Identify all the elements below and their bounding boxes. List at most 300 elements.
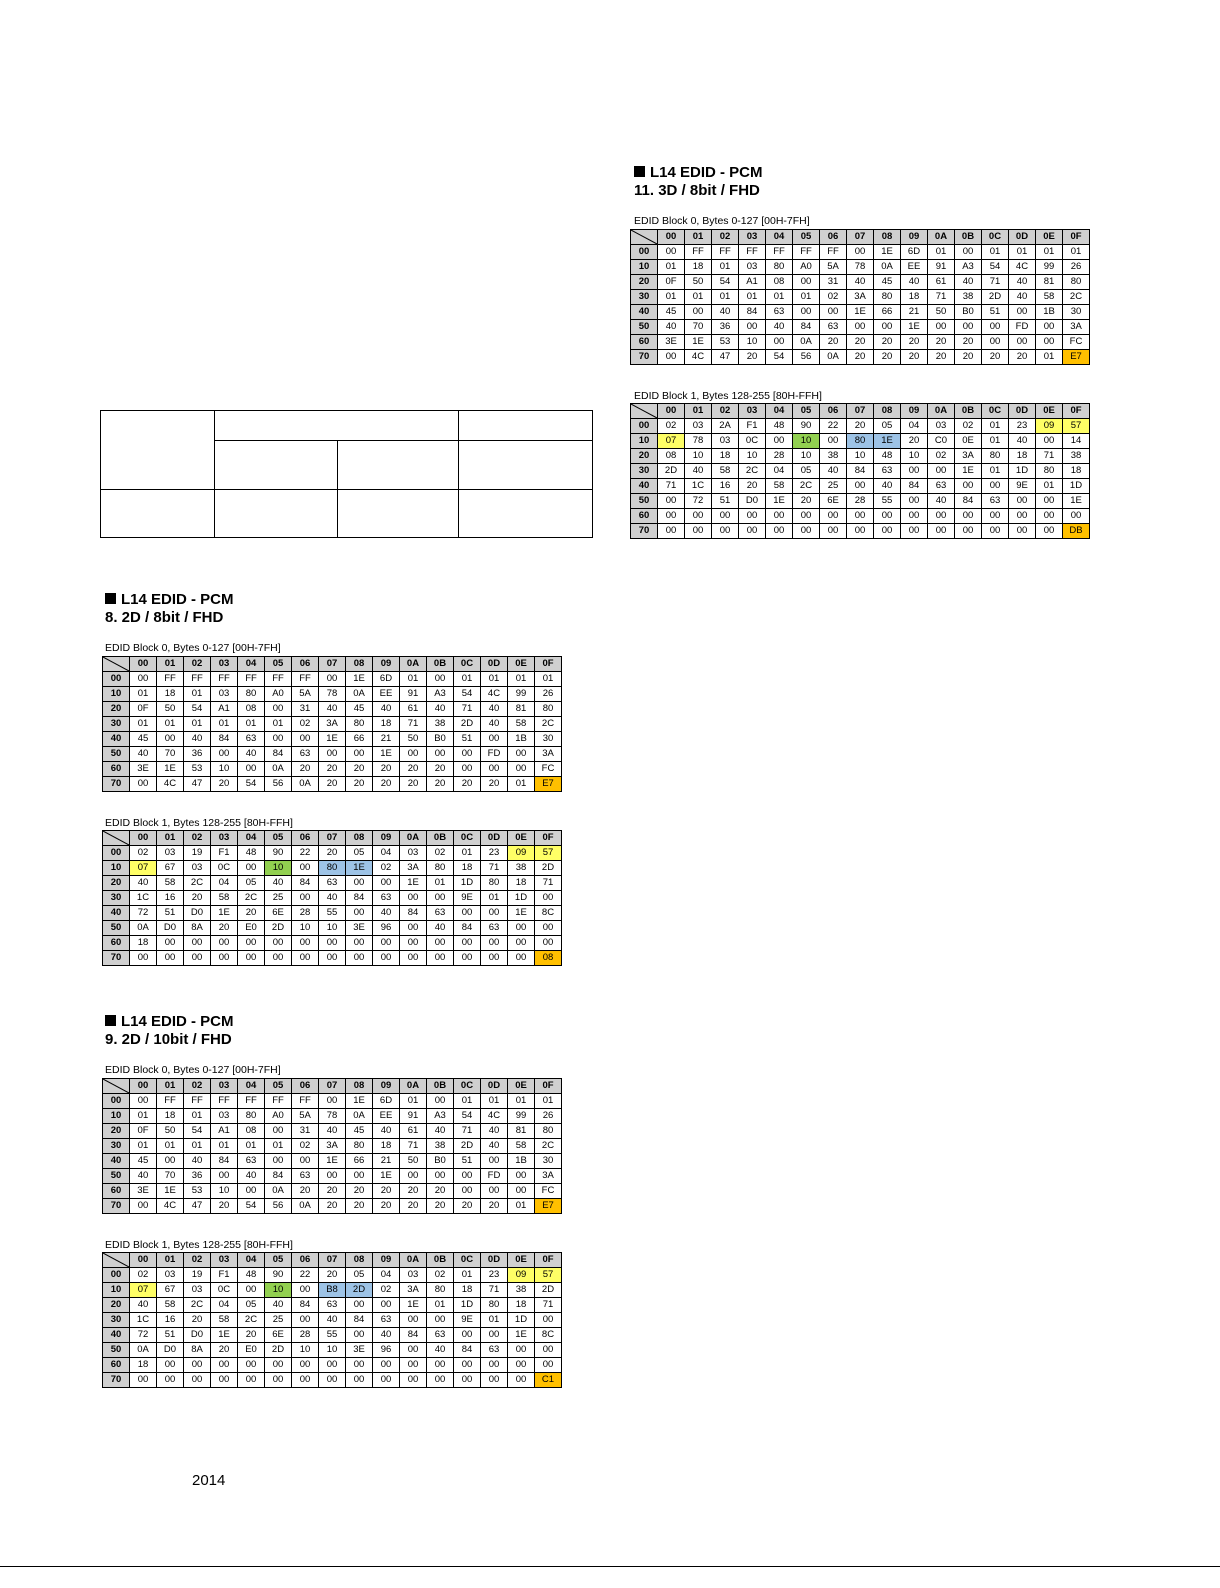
byte-cell: 00: [658, 494, 685, 509]
byte-cell: 80: [1036, 464, 1063, 479]
byte-cell: 0A: [130, 1343, 157, 1358]
byte-cell: 40: [373, 1124, 400, 1139]
byte-cell: 80: [481, 876, 508, 891]
byte-cell: 00: [400, 1358, 427, 1373]
table-row: [103, 906, 562, 921]
byte-cell: 2D: [454, 1139, 481, 1154]
byte-cell: 18: [508, 1298, 535, 1313]
byte-cell: 40: [319, 1124, 346, 1139]
byte-cell: A1: [739, 275, 766, 290]
byte-cell: 00: [427, 951, 454, 966]
byte-cell: 1E: [346, 861, 373, 876]
byte-cell: 70: [157, 1169, 184, 1184]
table-header-row: [631, 230, 1090, 245]
byte-cell: 01: [1036, 479, 1063, 494]
byte-cell: 00: [292, 951, 319, 966]
row-header: 20: [103, 1124, 130, 1139]
column-header: 0D: [481, 1079, 508, 1094]
byte-cell: 00: [319, 1169, 346, 1184]
byte-cell: 4C: [1009, 260, 1036, 275]
byte-cell: 80: [874, 290, 901, 305]
byte-cell: 01: [427, 876, 454, 891]
table-row: [103, 1373, 562, 1388]
byte-cell: 40: [238, 1169, 265, 1184]
byte-cell: 08: [658, 449, 685, 464]
byte-cell: 1E: [874, 245, 901, 260]
byte-cell: 00: [481, 1154, 508, 1169]
byte-cell: E7: [1063, 350, 1090, 365]
byte-cell: A3: [427, 1109, 454, 1124]
byte-cell: 0A: [265, 1184, 292, 1199]
byte-cell: 54: [184, 702, 211, 717]
byte-cell: 20: [874, 335, 901, 350]
edid-table: [102, 1252, 562, 1388]
byte-cell: 02: [130, 1268, 157, 1283]
row-header: 20: [631, 275, 658, 290]
row-header: 40: [103, 1154, 130, 1169]
byte-cell: 00: [508, 1358, 535, 1373]
byte-cell: 00: [454, 1169, 481, 1184]
column-header: 07: [319, 1253, 346, 1268]
column-header: 0D: [1009, 404, 1036, 419]
byte-cell: 48: [238, 1268, 265, 1283]
byte-cell: 3A: [955, 449, 982, 464]
byte-cell: 10: [685, 449, 712, 464]
byte-cell: 1E: [1063, 494, 1090, 509]
byte-cell: 07: [130, 1283, 157, 1298]
byte-cell: 00: [901, 464, 928, 479]
byte-cell: 01: [454, 1094, 481, 1109]
byte-cell: 80: [427, 861, 454, 876]
column-header: 01: [157, 1079, 184, 1094]
byte-cell: 00: [508, 1343, 535, 1358]
table-row: [631, 290, 1090, 305]
byte-cell: 00: [793, 275, 820, 290]
row-header: 30: [631, 464, 658, 479]
byte-cell: 23: [1009, 419, 1036, 434]
byte-cell: 20: [211, 1343, 238, 1358]
byte-cell: 72: [130, 1328, 157, 1343]
byte-cell: 2C: [184, 876, 211, 891]
byte-cell: 84: [211, 732, 238, 747]
byte-cell: 8A: [184, 1343, 211, 1358]
byte-cell: 07: [130, 861, 157, 876]
byte-cell: 00: [1009, 305, 1036, 320]
byte-cell: 1E: [373, 747, 400, 762]
row-header: 60: [103, 1358, 130, 1373]
byte-cell: 00: [481, 906, 508, 921]
row-header: 50: [103, 747, 130, 762]
byte-cell: FF: [265, 1094, 292, 1109]
byte-cell: D0: [184, 906, 211, 921]
byte-cell: 01: [1036, 245, 1063, 260]
byte-cell: FF: [739, 245, 766, 260]
byte-cell: 40: [184, 732, 211, 747]
byte-cell: 50: [400, 1154, 427, 1169]
table-row: [103, 1298, 562, 1313]
byte-cell: 00: [658, 350, 685, 365]
byte-cell: 00: [373, 1373, 400, 1388]
blank-cell: [215, 411, 459, 441]
byte-cell: 40: [427, 1343, 454, 1358]
byte-cell: 03: [400, 846, 427, 861]
byte-cell: 3E: [346, 1343, 373, 1358]
byte-cell: 00: [346, 747, 373, 762]
byte-cell: 10: [292, 1343, 319, 1358]
byte-cell: 00: [157, 936, 184, 951]
byte-cell: A1: [211, 702, 238, 717]
byte-cell: 00: [454, 906, 481, 921]
table-row: [631, 320, 1090, 335]
column-header: 02: [184, 831, 211, 846]
column-header: 06: [292, 1079, 319, 1094]
byte-cell: 00: [901, 494, 928, 509]
byte-cell: 1C: [685, 479, 712, 494]
byte-cell: F1: [739, 419, 766, 434]
byte-cell: 53: [184, 1184, 211, 1199]
column-header: 09: [901, 404, 928, 419]
byte-cell: 01: [130, 717, 157, 732]
byte-cell: 01: [1063, 245, 1090, 260]
byte-cell: 38: [508, 1283, 535, 1298]
byte-cell: 00: [346, 1169, 373, 1184]
byte-cell: 48: [238, 846, 265, 861]
byte-cell: FF: [793, 245, 820, 260]
byte-cell: 18: [373, 717, 400, 732]
byte-cell: 63: [319, 876, 346, 891]
column-header: 04: [766, 404, 793, 419]
byte-cell: 02: [292, 717, 319, 732]
byte-cell: 00: [901, 509, 928, 524]
byte-cell: 01: [481, 1313, 508, 1328]
byte-cell: 20: [901, 335, 928, 350]
column-header: 0C: [454, 831, 481, 846]
byte-cell: 03: [184, 861, 211, 876]
byte-cell: 55: [874, 494, 901, 509]
byte-cell: 00: [793, 305, 820, 320]
byte-cell: 00: [955, 509, 982, 524]
row-header: 10: [103, 1283, 130, 1298]
byte-cell: 09: [508, 846, 535, 861]
byte-cell: 20: [346, 1184, 373, 1199]
byte-cell: 00: [820, 305, 847, 320]
byte-cell: 63: [427, 906, 454, 921]
byte-cell: 00: [847, 320, 874, 335]
byte-cell: 03: [211, 1109, 238, 1124]
section-title: [634, 164, 763, 182]
byte-cell: 0A: [820, 350, 847, 365]
row-header: 00: [103, 846, 130, 861]
byte-cell: 03: [211, 687, 238, 702]
byte-cell: 81: [508, 702, 535, 717]
row-header: 10: [103, 687, 130, 702]
table-row: [631, 245, 1090, 260]
byte-cell: 26: [535, 687, 562, 702]
column-header: 08: [346, 831, 373, 846]
byte-cell: 66: [346, 1154, 373, 1169]
byte-cell: 0F: [658, 275, 685, 290]
byte-cell: 03: [685, 419, 712, 434]
byte-cell: 63: [373, 891, 400, 906]
table-row: [103, 876, 562, 891]
table-row: [103, 846, 562, 861]
byte-cell: 02: [658, 419, 685, 434]
byte-cell: 71: [535, 876, 562, 891]
table-row: [103, 1199, 562, 1214]
byte-cell: 18: [373, 1139, 400, 1154]
byte-cell: 84: [346, 891, 373, 906]
byte-cell: 78: [319, 687, 346, 702]
byte-cell: 00: [481, 762, 508, 777]
column-header: 0D: [481, 1253, 508, 1268]
byte-cell: 4C: [157, 777, 184, 792]
byte-cell: 00: [739, 320, 766, 335]
byte-cell: 2D: [265, 921, 292, 936]
byte-cell: 63: [982, 494, 1009, 509]
column-header: 0B: [955, 230, 982, 245]
column-header: 0B: [427, 831, 454, 846]
byte-cell: 71: [658, 479, 685, 494]
byte-cell: 54: [766, 350, 793, 365]
column-header: 07: [319, 1079, 346, 1094]
byte-cell: 18: [130, 936, 157, 951]
byte-cell: 01: [535, 1094, 562, 1109]
byte-cell: A1: [211, 1124, 238, 1139]
byte-cell: 00: [292, 1313, 319, 1328]
byte-cell: 00: [292, 891, 319, 906]
byte-cell: 01: [982, 434, 1009, 449]
byte-cell: 00: [454, 951, 481, 966]
byte-cell: 00: [1009, 335, 1036, 350]
byte-cell: 20: [847, 350, 874, 365]
byte-cell: 84: [454, 921, 481, 936]
byte-cell: 40: [373, 702, 400, 717]
byte-cell: 20: [427, 777, 454, 792]
table-row: [631, 479, 1090, 494]
byte-cell: 00: [157, 1373, 184, 1388]
byte-cell: 71: [928, 290, 955, 305]
byte-cell: 10: [847, 449, 874, 464]
byte-cell: 5A: [292, 687, 319, 702]
byte-cell: 20: [982, 350, 1009, 365]
byte-cell: 00: [454, 1358, 481, 1373]
byte-cell: 38: [427, 1139, 454, 1154]
byte-cell: 00: [265, 702, 292, 717]
byte-cell: 18: [1063, 464, 1090, 479]
byte-cell: 20: [184, 1313, 211, 1328]
byte-cell: 2D: [346, 1283, 373, 1298]
byte-cell: 25: [265, 1313, 292, 1328]
byte-cell: 00: [130, 777, 157, 792]
byte-cell: 19: [184, 1268, 211, 1283]
byte-cell: 00: [982, 509, 1009, 524]
byte-cell: 20: [373, 1184, 400, 1199]
byte-cell: 00: [535, 1343, 562, 1358]
byte-cell: 00: [712, 524, 739, 539]
byte-cell: 51: [157, 1328, 184, 1343]
byte-cell: 40: [130, 1169, 157, 1184]
table-corner-cell: [103, 831, 130, 846]
byte-cell: 1E: [400, 1298, 427, 1313]
row-header: 60: [103, 762, 130, 777]
byte-cell: 02: [130, 846, 157, 861]
table-header-row: [103, 1079, 562, 1094]
byte-cell: 1E: [157, 1184, 184, 1199]
byte-cell: 04: [901, 419, 928, 434]
column-header: 0E: [1036, 404, 1063, 419]
byte-cell: 6D: [373, 1094, 400, 1109]
byte-cell: 10: [211, 1184, 238, 1199]
byte-cell: 2C: [739, 464, 766, 479]
table-row: [103, 1343, 562, 1358]
byte-cell: 04: [373, 1268, 400, 1283]
blank-cell: [215, 441, 338, 490]
byte-cell: 50: [157, 702, 184, 717]
table-row: [631, 305, 1090, 320]
byte-cell: B0: [955, 305, 982, 320]
byte-cell: 20: [928, 335, 955, 350]
byte-cell: 01: [508, 672, 535, 687]
column-header: 05: [793, 404, 820, 419]
byte-cell: 80: [847, 434, 874, 449]
byte-cell: 50: [400, 732, 427, 747]
edid-section-8: [105, 591, 234, 627]
byte-cell: 84: [847, 464, 874, 479]
byte-cell: A3: [427, 687, 454, 702]
byte-cell: 00: [346, 951, 373, 966]
byte-cell: 00: [292, 1154, 319, 1169]
block-caption: EDID Block 1, Bytes 128-255 [80H-FFH]: [105, 817, 293, 829]
byte-cell: 20: [319, 846, 346, 861]
byte-cell: 3A: [319, 1139, 346, 1154]
byte-cell: 56: [793, 350, 820, 365]
byte-cell: 05: [346, 1268, 373, 1283]
column-header: 0C: [982, 404, 1009, 419]
byte-cell: 1D: [454, 876, 481, 891]
table-row: [631, 434, 1090, 449]
byte-cell: 16: [712, 479, 739, 494]
column-header: 05: [265, 1253, 292, 1268]
byte-cell: FD: [481, 1169, 508, 1184]
byte-cell: 2C: [184, 1298, 211, 1313]
byte-cell: 00: [319, 747, 346, 762]
byte-cell: 01: [1009, 245, 1036, 260]
blank-table: [100, 410, 593, 538]
byte-cell: 10: [265, 861, 292, 876]
byte-cell: 3E: [658, 335, 685, 350]
column-header: 03: [211, 1253, 238, 1268]
byte-cell: 20: [427, 762, 454, 777]
byte-cell: 00: [211, 936, 238, 951]
byte-cell: 08: [766, 275, 793, 290]
byte-cell: 0A: [292, 777, 319, 792]
byte-cell: 40: [481, 1139, 508, 1154]
row-header: 30: [103, 1139, 130, 1154]
byte-cell: 0A: [346, 1109, 373, 1124]
byte-cell: 40: [481, 702, 508, 717]
byte-cell: 20: [319, 762, 346, 777]
byte-cell: 54: [712, 275, 739, 290]
byte-cell: 05: [346, 846, 373, 861]
byte-cell: 1B: [1036, 305, 1063, 320]
byte-cell: 01: [184, 1139, 211, 1154]
byte-cell: 71: [454, 702, 481, 717]
byte-cell: 54: [454, 687, 481, 702]
byte-cell: FF: [292, 1094, 319, 1109]
byte-cell: 28: [766, 449, 793, 464]
byte-cell: 00: [346, 1358, 373, 1373]
table-row: [631, 449, 1090, 464]
row-header: 60: [631, 335, 658, 350]
byte-cell: 80: [238, 687, 265, 702]
byte-cell: 00: [373, 936, 400, 951]
byte-cell: 58: [508, 717, 535, 732]
byte-cell: 20: [955, 350, 982, 365]
byte-cell: 31: [292, 702, 319, 717]
byte-cell: 3A: [400, 861, 427, 876]
byte-cell: 2C: [793, 479, 820, 494]
byte-cell: 00: [184, 1373, 211, 1388]
column-header: 02: [712, 404, 739, 419]
byte-cell: B0: [427, 732, 454, 747]
byte-cell: 28: [292, 906, 319, 921]
byte-cell: 00: [265, 1124, 292, 1139]
byte-cell: 67: [157, 861, 184, 876]
byte-cell: 38: [508, 861, 535, 876]
byte-cell: 10: [292, 921, 319, 936]
column-header: 00: [658, 404, 685, 419]
byte-cell: 30: [535, 732, 562, 747]
byte-cell: 84: [454, 1343, 481, 1358]
byte-cell: A0: [265, 1109, 292, 1124]
byte-cell: 99: [508, 1109, 535, 1124]
byte-cell: 26: [535, 1109, 562, 1124]
byte-cell: 84: [400, 906, 427, 921]
byte-cell: 80: [346, 1139, 373, 1154]
byte-cell: 50: [685, 275, 712, 290]
section-title: [105, 1013, 234, 1031]
byte-cell: 01: [982, 464, 1009, 479]
row-header: 60: [631, 509, 658, 524]
byte-cell: 01: [793, 290, 820, 305]
byte-cell: 0C: [211, 861, 238, 876]
row-header: 30: [103, 891, 130, 906]
byte-cell: 00: [319, 1358, 346, 1373]
byte-cell: FF: [157, 672, 184, 687]
column-header: 01: [685, 230, 712, 245]
byte-cell: 20: [739, 350, 766, 365]
byte-cell: F1: [211, 1268, 238, 1283]
byte-cell: 00: [184, 1358, 211, 1373]
byte-cell: 55: [319, 1328, 346, 1343]
column-header: 0C: [982, 230, 1009, 245]
byte-cell: 02: [373, 1283, 400, 1298]
byte-cell: 1E: [955, 464, 982, 479]
byte-cell: 00: [319, 1094, 346, 1109]
table-row: [103, 951, 562, 966]
byte-cell: 20: [346, 762, 373, 777]
byte-cell: 40: [265, 1298, 292, 1313]
column-header: 04: [238, 1079, 265, 1094]
byte-cell: 50: [157, 1124, 184, 1139]
byte-cell: 5A: [820, 260, 847, 275]
byte-cell: 00: [157, 732, 184, 747]
byte-cell: 18: [454, 861, 481, 876]
byte-cell: 00: [847, 509, 874, 524]
byte-cell: 01: [481, 1094, 508, 1109]
byte-cell: 54: [454, 1109, 481, 1124]
byte-cell: 01: [238, 717, 265, 732]
